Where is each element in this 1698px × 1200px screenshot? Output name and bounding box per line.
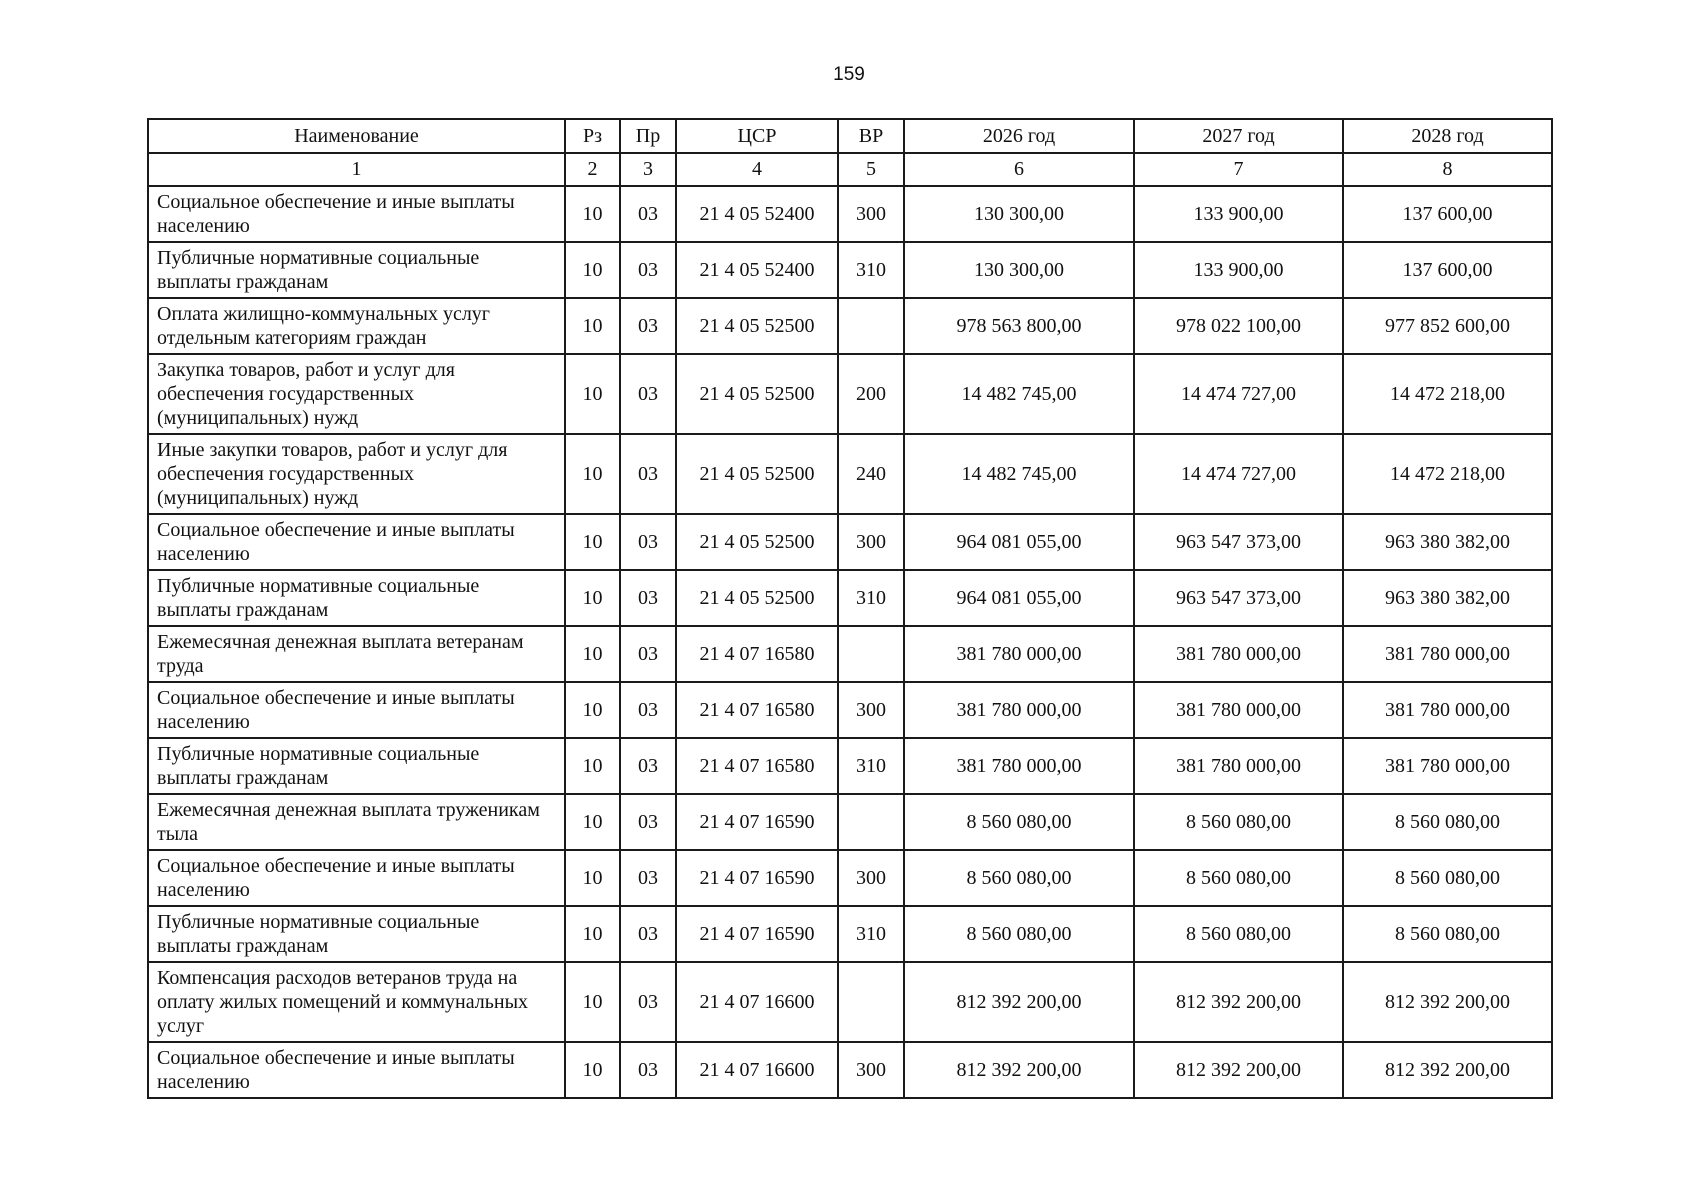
- row-amount-2028: 8 560 080,00: [1343, 906, 1552, 962]
- table-row: [148, 850, 1552, 906]
- header-name: Наименование: [148, 119, 565, 153]
- row-rz: 10: [565, 794, 620, 850]
- table-row: [148, 962, 1552, 1042]
- row-name: Социальное обеспечение и иные выплаты населению: [148, 514, 565, 570]
- header-2026: 2026 год: [904, 119, 1134, 153]
- row-pr: 03: [620, 1042, 676, 1098]
- table-row: [148, 738, 1552, 794]
- header-rz: Рз: [565, 119, 620, 153]
- row-amount-2026: 14 482 745,00: [904, 354, 1134, 434]
- row-amount-2027: 978 022 100,00: [1134, 298, 1343, 354]
- row-name: Социальное обеспечение и иные выплаты населению: [148, 682, 565, 738]
- row-amount-2027: 381 780 000,00: [1134, 626, 1343, 682]
- row-vr: 300: [838, 1042, 904, 1098]
- table-row: [148, 298, 1552, 354]
- row-csr: 21 4 05 52500: [676, 354, 838, 434]
- row-amount-2027: 812 392 200,00: [1134, 962, 1343, 1042]
- row-pr: 03: [620, 626, 676, 682]
- row-pr: 03: [620, 242, 676, 298]
- header-row: [148, 119, 1552, 153]
- column-number: 7: [1134, 153, 1343, 186]
- row-amount-2027: 8 560 080,00: [1134, 906, 1343, 962]
- table-row: [148, 242, 1552, 298]
- row-amount-2027: 963 547 373,00: [1134, 570, 1343, 626]
- table-row: [148, 794, 1552, 850]
- row-rz: 10: [565, 850, 620, 906]
- row-amount-2026: 978 563 800,00: [904, 298, 1134, 354]
- row-amount-2028: 8 560 080,00: [1343, 850, 1552, 906]
- column-number: 6: [904, 153, 1134, 186]
- row-pr: 03: [620, 514, 676, 570]
- row-amount-2028: 14 472 218,00: [1343, 434, 1552, 514]
- row-amount-2026: 14 482 745,00: [904, 434, 1134, 514]
- row-vr: 310: [838, 570, 904, 626]
- row-amount-2026: 130 300,00: [904, 186, 1134, 242]
- table-row: [148, 626, 1552, 682]
- row-csr: 21 4 07 16580: [676, 626, 838, 682]
- row-pr: 03: [620, 794, 676, 850]
- row-amount-2028: 963 380 382,00: [1343, 570, 1552, 626]
- row-vr: [838, 298, 904, 354]
- row-amount-2028: 381 780 000,00: [1343, 682, 1552, 738]
- table-row: [148, 186, 1552, 242]
- row-amount-2028: 14 472 218,00: [1343, 354, 1552, 434]
- row-rz: 10: [565, 626, 620, 682]
- row-csr: 21 4 05 52400: [676, 242, 838, 298]
- row-amount-2027: 963 547 373,00: [1134, 514, 1343, 570]
- row-pr: 03: [620, 186, 676, 242]
- row-amount-2027: 381 780 000,00: [1134, 738, 1343, 794]
- column-number: 3: [620, 153, 676, 186]
- row-amount-2026: 812 392 200,00: [904, 1042, 1134, 1098]
- row-name: Закупка товаров, работ и услуг для обеспечения государственных (муниципальных) нужд: [148, 354, 565, 434]
- row-rz: 10: [565, 242, 620, 298]
- row-csr: 21 4 05 52500: [676, 570, 838, 626]
- row-pr: 03: [620, 298, 676, 354]
- header-2027: 2027 год: [1134, 119, 1343, 153]
- row-name: Публичные нормативные социальные выплаты гражданам: [148, 242, 565, 298]
- row-name: Ежемесячная денежная выплата труженикам тыла: [148, 794, 565, 850]
- table-row: [148, 354, 1552, 434]
- row-amount-2026: 130 300,00: [904, 242, 1134, 298]
- row-vr: 310: [838, 242, 904, 298]
- row-rz: 10: [565, 570, 620, 626]
- row-rz: 10: [565, 1042, 620, 1098]
- row-amount-2028: 137 600,00: [1343, 186, 1552, 242]
- row-vr: 200: [838, 354, 904, 434]
- row-pr: 03: [620, 354, 676, 434]
- table-row: [148, 514, 1552, 570]
- column-number: 5: [838, 153, 904, 186]
- row-csr: 21 4 07 16590: [676, 850, 838, 906]
- table-row: [148, 1042, 1552, 1098]
- row-vr: 300: [838, 850, 904, 906]
- column-number: 4: [676, 153, 838, 186]
- row-vr: 300: [838, 514, 904, 570]
- row-rz: 10: [565, 962, 620, 1042]
- row-amount-2028: 963 380 382,00: [1343, 514, 1552, 570]
- row-rz: 10: [565, 298, 620, 354]
- row-amount-2026: 381 780 000,00: [904, 682, 1134, 738]
- row-amount-2027: 14 474 727,00: [1134, 354, 1343, 434]
- row-pr: 03: [620, 962, 676, 1042]
- row-amount-2026: 8 560 080,00: [904, 794, 1134, 850]
- row-amount-2026: 964 081 055,00: [904, 570, 1134, 626]
- row-csr: 21 4 07 16580: [676, 738, 838, 794]
- row-amount-2028: 812 392 200,00: [1343, 962, 1552, 1042]
- row-vr: [838, 626, 904, 682]
- row-amount-2027: 133 900,00: [1134, 186, 1343, 242]
- row-amount-2027: 133 900,00: [1134, 242, 1343, 298]
- row-csr: 21 4 05 52500: [676, 434, 838, 514]
- row-rz: 10: [565, 682, 620, 738]
- row-amount-2028: 8 560 080,00: [1343, 794, 1552, 850]
- row-name: Социальное обеспечение и иные выплаты населению: [148, 1042, 565, 1098]
- row-vr: [838, 794, 904, 850]
- page-number: 159: [833, 64, 865, 85]
- row-vr: 310: [838, 738, 904, 794]
- row-csr: 21 4 07 16600: [676, 962, 838, 1042]
- row-csr: 21 4 07 16580: [676, 682, 838, 738]
- row-name: Оплата жилищно-коммунальных услуг отдельным категориям граждан: [148, 298, 565, 354]
- row-name: Публичные нормативные социальные выплаты гражданам: [148, 738, 565, 794]
- row-pr: 03: [620, 570, 676, 626]
- row-rz: 10: [565, 738, 620, 794]
- row-amount-2026: 8 560 080,00: [904, 906, 1134, 962]
- row-name: Публичные нормативные социальные выплаты гражданам: [148, 570, 565, 626]
- row-csr: 21 4 05 52500: [676, 514, 838, 570]
- row-name: Иные закупки товаров, работ и услуг для обеспечения государственных (муниципальных) нужд: [148, 434, 565, 514]
- row-amount-2026: 8 560 080,00: [904, 850, 1134, 906]
- table-row: [148, 434, 1552, 514]
- row-rz: 10: [565, 186, 620, 242]
- row-vr: 310: [838, 906, 904, 962]
- row-name: Ежемесячная денежная выплата ветеранам труда: [148, 626, 565, 682]
- column-number: 1: [148, 153, 565, 186]
- row-rz: 10: [565, 514, 620, 570]
- row-amount-2028: 812 392 200,00: [1343, 1042, 1552, 1098]
- row-amount-2027: 381 780 000,00: [1134, 682, 1343, 738]
- row-name: Компенсация расходов ветеранов труда на оплату жилых помещений и коммунальных услуг: [148, 962, 565, 1042]
- row-name: Публичные нормативные социальные выплаты гражданам: [148, 906, 565, 962]
- row-csr: 21 4 07 16600: [676, 1042, 838, 1098]
- row-name: Социальное обеспечение и иные выплаты населению: [148, 186, 565, 242]
- row-rz: 10: [565, 906, 620, 962]
- row-rz: 10: [565, 434, 620, 514]
- row-amount-2026: 381 780 000,00: [904, 626, 1134, 682]
- row-amount-2027: 8 560 080,00: [1134, 850, 1343, 906]
- row-pr: 03: [620, 434, 676, 514]
- row-amount-2028: 381 780 000,00: [1343, 738, 1552, 794]
- header-vr: ВР: [838, 119, 904, 153]
- row-rz: 10: [565, 354, 620, 434]
- row-pr: 03: [620, 850, 676, 906]
- row-csr: 21 4 05 52500: [676, 298, 838, 354]
- row-vr: 240: [838, 434, 904, 514]
- row-amount-2028: 977 852 600,00: [1343, 298, 1552, 354]
- column-number-row: [148, 153, 1552, 186]
- row-vr: 300: [838, 682, 904, 738]
- row-name: Социальное обеспечение и иные выплаты населению: [148, 850, 565, 906]
- row-amount-2028: 381 780 000,00: [1343, 626, 1552, 682]
- table-row: [148, 906, 1552, 962]
- row-amount-2027: 14 474 727,00: [1134, 434, 1343, 514]
- row-amount-2026: 381 780 000,00: [904, 738, 1134, 794]
- row-amount-2027: 8 560 080,00: [1134, 794, 1343, 850]
- row-pr: 03: [620, 682, 676, 738]
- budget-table: [147, 118, 1553, 1099]
- column-number: 2: [565, 153, 620, 186]
- row-csr: 21 4 07 16590: [676, 794, 838, 850]
- row-amount-2027: 812 392 200,00: [1134, 1042, 1343, 1098]
- row-amount-2026: 812 392 200,00: [904, 962, 1134, 1042]
- row-amount-2026: 964 081 055,00: [904, 514, 1134, 570]
- table-row: [148, 570, 1552, 626]
- row-vr: [838, 962, 904, 1042]
- table-body: [148, 186, 1552, 1098]
- table-row: [148, 682, 1552, 738]
- row-pr: 03: [620, 738, 676, 794]
- row-vr: 300: [838, 186, 904, 242]
- row-csr: 21 4 07 16590: [676, 906, 838, 962]
- row-amount-2028: 137 600,00: [1343, 242, 1552, 298]
- row-pr: 03: [620, 906, 676, 962]
- header-2028: 2028 год: [1343, 119, 1552, 153]
- header-csr: ЦСР: [676, 119, 838, 153]
- header-pr: Пр: [620, 119, 676, 153]
- column-number: 8: [1343, 153, 1552, 186]
- row-csr: 21 4 05 52400: [676, 186, 838, 242]
